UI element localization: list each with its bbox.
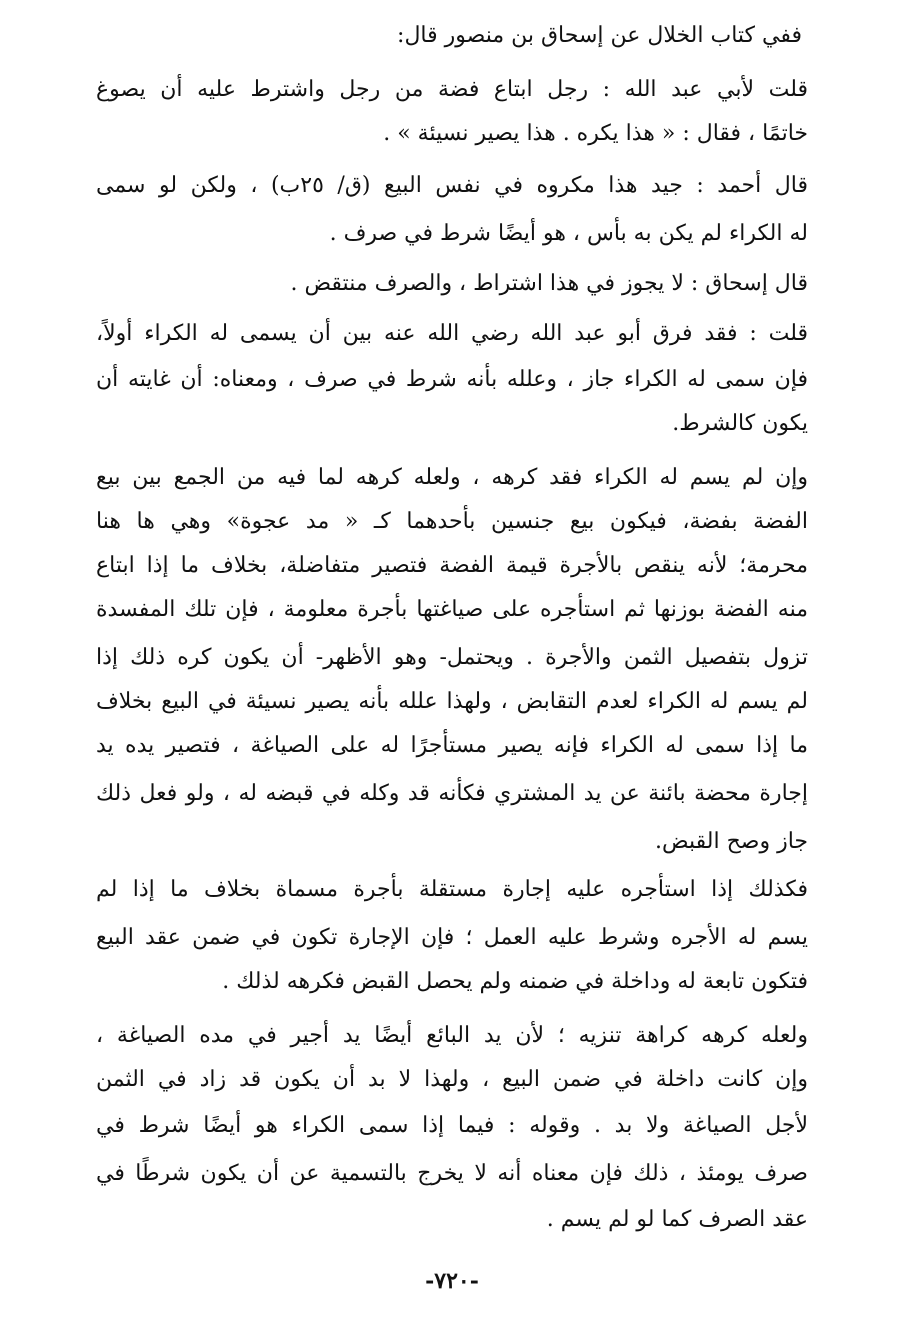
page-number: -٧٢٠- [425, 1268, 479, 1294]
text-line: يكون كالشرط. [672, 411, 808, 436]
text-line: صرف يومئذ ، ذلك فإن معناه أنه لا يخرج بالتسمية عن أن يكون شرطًا في [96, 1161, 808, 1186]
text-line: ففي كتاب الخلال عن إسحاق بن منصور قال: [397, 23, 802, 48]
text-line: قلت : فقد فرق أبو عبد الله رضي الله عنه بين أن يسمى له الكراء أولاً، [96, 321, 808, 346]
text-line: خاتمًا ، فقال : « هذا يكره . هذا يصير نسيئة » . [383, 121, 808, 146]
text-line: ولعله كرهه كراهة تنزيه ؛ لأن يد البائع أيضًا يد أجير في مده الصياغة ، [96, 1023, 808, 1048]
text-line: جاز وصح القبض. [655, 829, 808, 854]
text-line: وإن كانت داخلة في ضمن البيع ، ولهذا لا بد أن يكون قد زاد في الثمن [96, 1067, 808, 1092]
text-line: محرمة؛ لأنه ينقص بالأجرة قيمة الفضة فتصير متفاضلة، بخلاف ما إذا ابتاع [96, 553, 808, 578]
text-line: الفضة بفضة، فيكون بيع جنسين بأحدهما كـ « مد عجوة» وهي ها هنا [96, 509, 808, 534]
text-line: عقد الصرف كما لو لم يسم . [546, 1207, 808, 1232]
text-line: قلت لأبي عبد الله : رجل ابتاع فضة من رجل واشترط عليه أن يصوغ [96, 77, 808, 102]
text-line: فتكون تابعة له وداخلة في ضمنه ولم يحصل القبض فكرهه لذلك . [222, 969, 808, 994]
text-line: لأجل الصياغة ولا بد . وقوله : فيما إذا سمى الكراء هو أيضًا شرط في [96, 1113, 808, 1138]
text-line: لم يسم له الكراء لعدم التقابض ، ولهذا علله بأنه يصير نسيئة في البيع بخلاف [96, 689, 808, 714]
text-line: قال إسحاق : لا يجوز في هذا اشتراط ، والصرف منتقض . [290, 271, 808, 296]
text-line: له الكراء لم يكن به بأس ، هو أيضًا شرط في صرف . [329, 221, 808, 246]
text-line: يسم له الأجره وشرط عليه العمل ؛ فإن الإجارة تكون في ضمن عقد البيع [96, 925, 808, 950]
text-line: فإن سمى له الكراء جاز ، وعلله بأنه شرط في صرف ، ومعناه: أن غايته أن [96, 367, 808, 392]
text-line: تزول بتفصيل الثمن والأجرة . ويحتمل- وهو الأظهر- أن يكون كره ذلك إذا [96, 645, 808, 670]
text-line: ما إذا سمى له الكراء فإنه يصير مستأجرًا له على الصياغة ، فتصير يده يد [96, 733, 808, 758]
text-line: منه الفضة بوزنها ثم استأجره على صياغتها بأجرة معلومة ، فإن تلك المفسدة [96, 597, 808, 622]
text-line: وإن لم يسم له الكراء فقد كرهه ، ولعله كرهه لما فيه من الجمع بين بيع [96, 465, 808, 490]
text-line: فكذلك إذا استأجره عليه إجارة مستقلة بأجرة مسماة بخلاف ما إذا لم [96, 877, 809, 902]
text-line: إجارة محضة بائنة عن يد المشتري فكأنه قد وكله في قبضه له ، ولو فعل ذلك [96, 781, 808, 806]
text-line: قال أحمد : جيد هذا مكروه في نفس البيع (ق/ ٢٥ب) ، ولكن لو سمى [96, 173, 808, 198]
